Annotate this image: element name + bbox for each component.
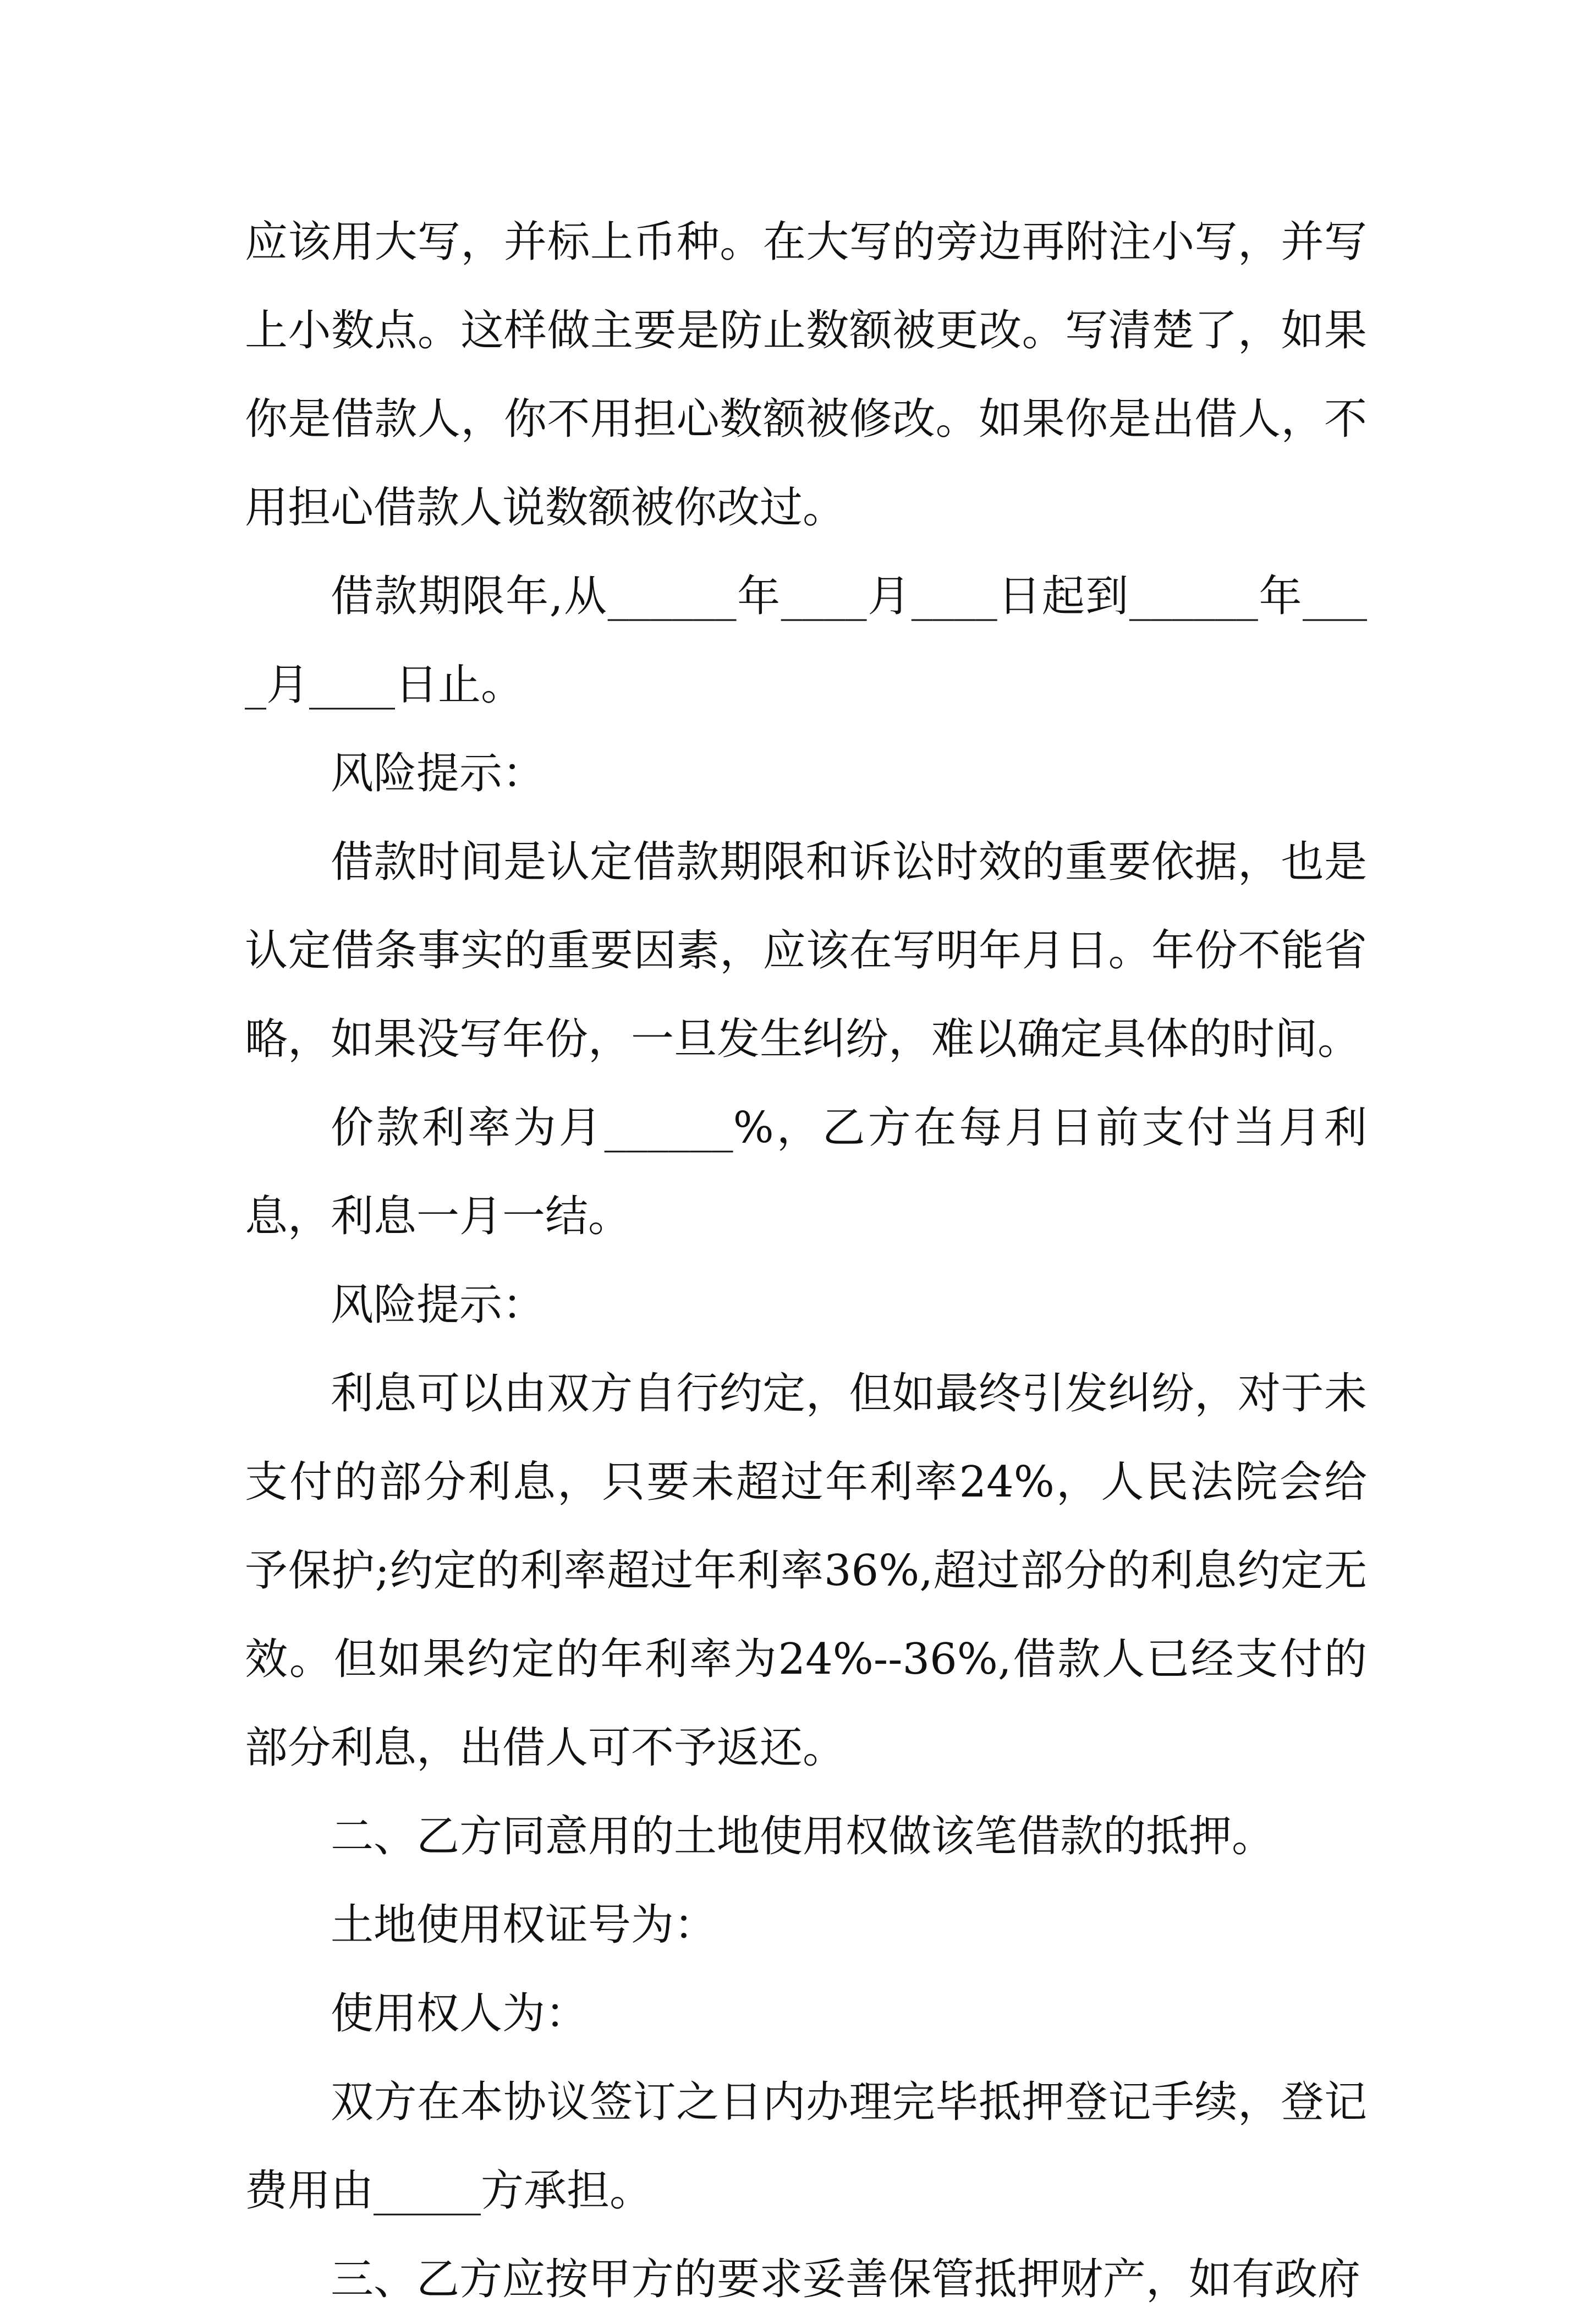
- paragraph: 二、乙方同意用的土地使用权做该笔借款的抵押。: [331, 1812, 1275, 1861]
- section-heading: 风险提示：: [331, 1280, 546, 1330]
- paragraph: 借款期限年,从______年____月____日起到______年____月____日止。: [245, 572, 1367, 710]
- section-heading: 风险提示：: [331, 749, 546, 798]
- paragraph: 利息可以由双方自行约定，但如最终引发纠纷，对于未支付的部分利息，只要未超过年利率24%，人民法院会给予保护;约定的利率超过年利率36%,超过部分的利息约定无效。但如果约定的年利率为24%--36%,借款人已经支付的部分利息，出借人可不予返还。: [245, 1369, 1367, 1773]
- paragraph: 价款利率为月______%，乙方在每月日前支付当月利息，利息一月一结。: [245, 1103, 1367, 1241]
- paragraph: 借款时间是认定借款期限和诉讼时效的重要依据，也是认定借条事实的重要因素，应该在写明年月日。年份不能省略，如果没写年份，一旦发生纠纷，难以确定具体的时间。: [245, 837, 1367, 1064]
- paragraph: 土地使用权证号为：: [331, 1900, 717, 1950]
- paragraph: 应该用大写，并标上币种。在大写的旁边再附注小写，并写上小数点。这样做主要是防止数额被更改。写清楚了，如果你是借款人，你不用担心数额被修改。如果你是出借人，不用担心借款人说数额被你改过。: [245, 217, 1367, 533]
- document-body: [245, 198, 1367, 2324]
- paragraph: 使用权人为：: [331, 1989, 589, 2038]
- paragraph: 双方在本协议签订之日内办理完毕抵押登记手续，登记费用由_____方承担。: [245, 2078, 1367, 2216]
- paragraph: 三、乙方应按甲方的要求妥善保管抵押财产，如有政府: [331, 2255, 1361, 2304]
